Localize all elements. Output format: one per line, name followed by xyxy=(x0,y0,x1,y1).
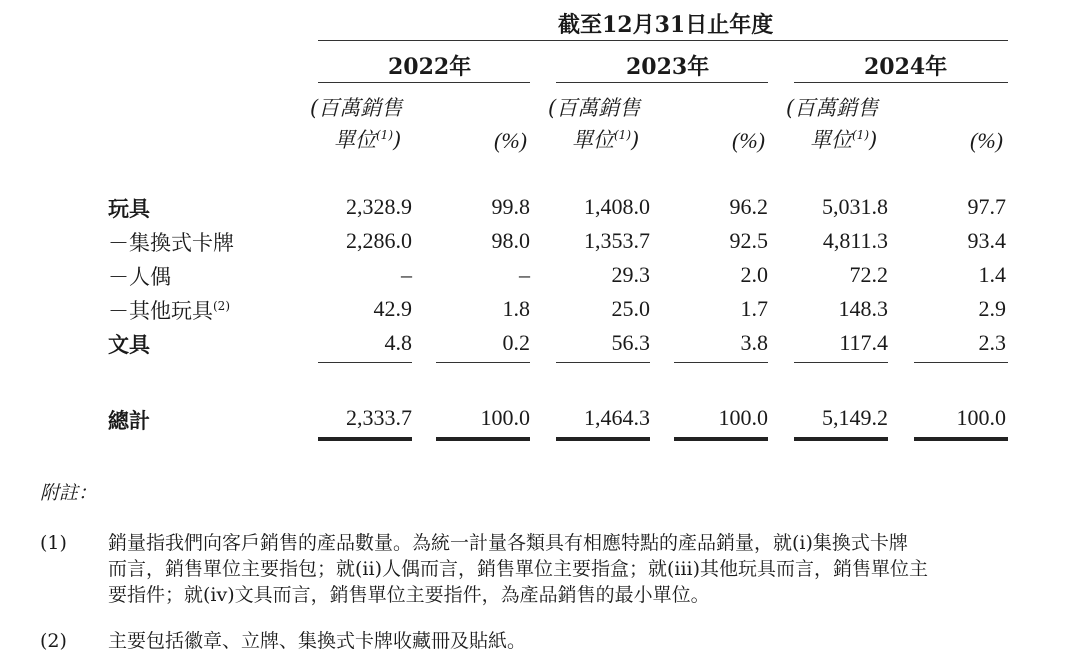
row-label: －其他玩具$^{(2)}$ xyxy=(108,299,230,323)
subtotal-rule-2 xyxy=(436,362,530,363)
total-cell: 5,149.2 xyxy=(822,405,888,430)
unit-header-2024-line2: 單位$^{(1)}$) xyxy=(810,128,878,152)
table-cell: 2.3 xyxy=(978,330,1006,355)
footnote-marker: (1) xyxy=(40,532,67,554)
total-cell: 100.0 xyxy=(718,405,768,430)
subtotal-rule-4 xyxy=(674,362,768,363)
subtotal-rule-1 xyxy=(318,362,412,363)
unit-header-2023-line1: (百萬銷售 xyxy=(548,96,641,120)
table-cell: 98.0 xyxy=(491,228,530,253)
year-header-2023: 2023年 xyxy=(626,54,710,80)
total-double-rule-6 xyxy=(914,437,1008,441)
row-label: 文具 xyxy=(108,332,150,357)
footnote-text-line: 主要包括徽章、立牌、集換式卡牌收藏冊及貼紙。 xyxy=(108,630,527,652)
table-cell: – xyxy=(401,262,412,287)
table-cell: 5,031.8 xyxy=(822,194,888,219)
table-cell: 29.3 xyxy=(611,262,650,287)
table-cell: 2,328.9 xyxy=(346,194,412,219)
year-rule-2022 xyxy=(318,82,530,83)
table-cell: – xyxy=(519,262,530,287)
year-rule-2023 xyxy=(556,82,768,83)
year-rule-2024 xyxy=(794,82,1008,83)
period-rule xyxy=(318,40,1008,41)
unit-header-2022-line1: (百萬銷售 xyxy=(310,96,403,120)
table-cell: 1,353.7 xyxy=(584,228,650,253)
notes-heading: 附註： xyxy=(40,482,98,504)
total-label: 總計 xyxy=(108,408,150,433)
table-cell: 96.2 xyxy=(729,194,768,219)
year-header-2022: 2022年 xyxy=(388,54,472,80)
table-cell: 2,286.0 xyxy=(346,228,412,253)
unit-header-2024-line1: (百萬銷售 xyxy=(786,96,879,120)
table-cell: 56.3 xyxy=(611,330,650,355)
footnote-text-line: 銷量指我們向客戶銷售的產品數量。為統一計量各類具有相應特點的產品銷量，就(i)集換式卡牌 xyxy=(108,532,908,554)
total-double-rule-5 xyxy=(794,437,888,441)
total-double-rule-2 xyxy=(436,437,530,441)
total-double-rule-1 xyxy=(318,437,412,441)
pct-header-2024: (%) xyxy=(970,128,1003,153)
table-cell: 0.2 xyxy=(502,330,530,355)
subtotal-rule-6 xyxy=(914,362,1008,363)
table-cell: 92.5 xyxy=(729,228,768,253)
row-label: 玩具 xyxy=(108,196,150,221)
total-cell: 1,464.3 xyxy=(584,405,650,430)
subtotal-rule-3 xyxy=(556,362,650,363)
footnote-text-line: 而言，銷售單位主要指包；就(ii)人偶而言，銷售單位主要指盒；就(iii)其他玩具而言，銷售單位主 xyxy=(108,558,929,580)
footnote-text-line: 要指件；就(iv)文具而言，銷售單位主要指件，為產品銷售的最小單位。 xyxy=(108,584,710,606)
row-label: －集換式卡牌 xyxy=(108,231,234,255)
unit-header-2022-line2: 單位$^{(1)}$) xyxy=(334,128,402,152)
total-cell: 2,333.7 xyxy=(346,405,412,430)
unit-header-2023-line2: 單位$^{(1)}$) xyxy=(572,128,640,152)
table-cell: 148.3 xyxy=(838,296,888,321)
year-header-2024: 2024年 xyxy=(864,54,948,80)
footnote-marker: (2) xyxy=(40,630,67,652)
table-cell: 4,811.3 xyxy=(822,228,888,253)
table-cell: 1.8 xyxy=(502,296,530,321)
table-cell: 42.9 xyxy=(373,296,412,321)
total-cell: 100.0 xyxy=(480,405,530,430)
pct-header-2023: (%) xyxy=(732,128,765,153)
row-label: －人偶 xyxy=(108,265,171,289)
table-cell: 117.4 xyxy=(839,330,888,355)
total-double-rule-4 xyxy=(674,437,768,441)
table-cell: 93.4 xyxy=(967,228,1006,253)
table-cell: 1.7 xyxy=(740,296,768,321)
table-cell: 2.9 xyxy=(978,296,1006,321)
period-header: 截至12月31日止年度 xyxy=(558,12,774,38)
table-cell: 1.4 xyxy=(978,262,1006,287)
total-double-rule-3 xyxy=(556,437,650,441)
table-cell: 72.2 xyxy=(849,262,888,287)
table-cell: 99.8 xyxy=(491,194,530,219)
table-cell: 2.0 xyxy=(740,262,768,287)
table-cell: 4.8 xyxy=(384,330,412,355)
table-cell: 25.0 xyxy=(611,296,650,321)
table-cell: 1,408.0 xyxy=(584,194,650,219)
table-cell: 97.7 xyxy=(967,194,1006,219)
table-cell: 3.8 xyxy=(740,330,768,355)
pct-header-2022: (%) xyxy=(494,128,527,153)
subtotal-rule-5 xyxy=(794,362,888,363)
total-cell: 100.0 xyxy=(956,405,1006,430)
